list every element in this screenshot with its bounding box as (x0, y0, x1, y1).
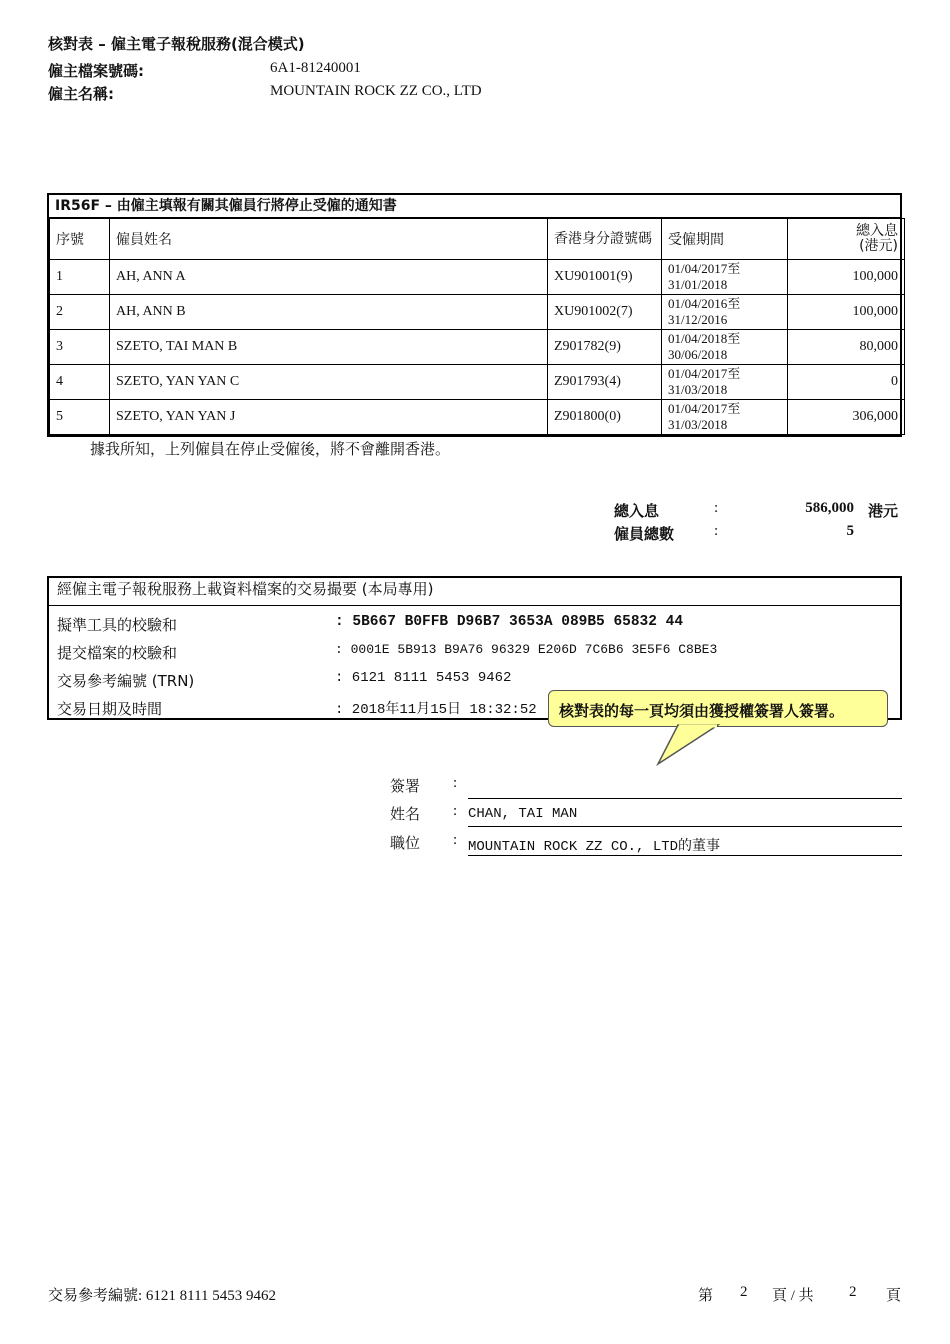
col-header-income-line2: (港元) (859, 238, 898, 254)
footer-trn: 交易參考編號: 6121 8111 5453 9462 (48, 1288, 277, 1304)
signature-colon: : (453, 775, 458, 791)
period-to: 31/01/2018 (668, 277, 728, 292)
summary-label: 交易日期及時間 (57, 700, 163, 718)
signatory-name-value: CHAN, TAI MAN (468, 806, 578, 822)
ir56f-table (47, 193, 902, 437)
page-prefix: 第 (698, 1288, 714, 1304)
total-income-label: 總入息 (614, 502, 660, 520)
summary-label: 交易參考編號 (TRN) (57, 672, 195, 690)
signatory-position-colon: : (453, 832, 458, 848)
signatory-position-line (468, 855, 902, 856)
employee-count-value: 5 (846, 523, 854, 539)
period-to: 31/03/2018 (668, 417, 728, 432)
page-total: 2 (849, 1284, 857, 1300)
cell-name: SZETO, TAI MAN B (110, 330, 548, 365)
cell-period (662, 400, 788, 435)
cell-hkid: XU901001(9) (548, 260, 662, 295)
callout-pointer (640, 724, 730, 768)
table-row (50, 295, 905, 330)
col-header-name: 僱員姓名 (110, 219, 548, 260)
cell-hkid: Z901782(9) (548, 330, 662, 365)
col-header-hkid: 香港身分證號碼 (548, 219, 662, 260)
period-from: 01/04/2017至 (668, 261, 741, 276)
cell-hkid: XU901002(7) (548, 295, 662, 330)
employer-name-label: 僱主名稱: (48, 85, 114, 103)
table-row (50, 260, 905, 295)
col-header-period: 受僱期間 (662, 219, 788, 260)
period-from: 01/04/2018至 (668, 331, 741, 346)
cell-name: AH, ANN A (110, 260, 548, 295)
cell-seq: 5 (50, 400, 110, 435)
period-from: 01/04/2017至 (668, 366, 741, 381)
summary-title: 經僱主電子報稅服務上載資料檔案的交易撮要 (本局專用) (57, 580, 434, 598)
summary-value: : 5B667 B0FFB D96B7 3653A 089B5 65832 44 (335, 614, 684, 630)
signatory-position-row (390, 832, 902, 856)
table-row (50, 330, 905, 365)
summary-value: : 6121 8111 5453 9462 (335, 670, 512, 686)
cell-hkid: Z901793(4) (548, 365, 662, 400)
signature-callout (548, 690, 888, 727)
cell-period (662, 330, 788, 365)
signatory-name-row (390, 803, 902, 827)
summary-value: : 2018年11月15日 18:32:52 (335, 702, 537, 718)
signatory-name-colon: : (453, 803, 458, 819)
period-to: 31/03/2018 (668, 382, 728, 397)
cell-name: SZETO, YAN YAN J (110, 400, 548, 435)
cell-seq: 3 (50, 330, 110, 365)
declaration-text: 據我所知，上列僱員在停止受僱後，將不會離開香港。 (90, 440, 451, 458)
period-to: 31/12/2016 (668, 312, 728, 327)
signature-row (390, 775, 902, 799)
cell-seq: 4 (50, 365, 110, 400)
summary-divider (49, 605, 900, 606)
signatory-name-label: 姓名 (390, 805, 421, 823)
page-title: 核對表 – 僱主電子報稅服務(混合模式) (48, 35, 305, 53)
page-suffix: 頁 (886, 1288, 902, 1304)
period-from: 01/04/2016至 (668, 296, 741, 311)
total-income-value: 586,000 (805, 500, 854, 516)
cell-income: 80,000 (788, 330, 905, 365)
summary-label: 提交檔案的校驗和 (57, 644, 178, 662)
signatory-name-line (468, 826, 902, 827)
cell-period (662, 260, 788, 295)
employee-table (49, 218, 905, 435)
signature-label: 簽署 (390, 777, 421, 795)
cell-income: 306,000 (788, 400, 905, 435)
table-row (50, 400, 905, 435)
file-no-label: 僱主檔案號碼: (48, 62, 144, 80)
cell-income: 0 (788, 365, 905, 400)
callout-text: 核對表的每一頁均須由獲授權簽署人簽署。 (559, 702, 845, 720)
page-number: 2 (740, 1284, 748, 1300)
signatory-position-label: 職位 (390, 834, 421, 852)
page-mid: 頁 / 共 (772, 1288, 814, 1304)
employee-count-colon: : (714, 523, 719, 539)
period-to: 30/06/2018 (668, 347, 728, 362)
cell-name: AH, ANN B (110, 295, 548, 330)
period-from: 01/04/2017至 (668, 401, 741, 416)
total-income-colon: : (714, 500, 719, 516)
table-header-row (50, 219, 905, 260)
table-row (50, 365, 905, 400)
cell-income: 100,000 (788, 295, 905, 330)
col-header-income-line1: 總入息 (856, 223, 898, 239)
signatory-position-value: MOUNTAIN ROCK ZZ CO., LTD的董事 (468, 839, 721, 855)
cell-period (662, 295, 788, 330)
file-no-value: 6A1-81240001 (270, 60, 361, 76)
signature-line (468, 798, 902, 799)
cell-seq: 2 (50, 295, 110, 330)
summary-value: : 0001E 5B913 B9A76 96329 E206D 7C6B6 3E5F6 C8BE3 (335, 642, 718, 657)
cell-hkid: Z901800(0) (548, 400, 662, 435)
col-header-seq: 序號 (50, 219, 110, 260)
employee-count-label: 僱員總數 (614, 525, 675, 543)
summary-label: 擬準工具的校驗和 (57, 616, 178, 634)
cell-period (662, 365, 788, 400)
employer-name-value: MOUNTAIN ROCK ZZ CO., LTD (270, 83, 482, 99)
col-header-income (788, 219, 905, 260)
cell-income: 100,000 (788, 260, 905, 295)
cell-seq: 1 (50, 260, 110, 295)
total-income-unit: 港元 (868, 502, 899, 520)
table-caption: IR56F – 由僱主填報有關其僱員行將停止受僱的通知書 (49, 195, 900, 218)
cell-name: SZETO, YAN YAN C (110, 365, 548, 400)
